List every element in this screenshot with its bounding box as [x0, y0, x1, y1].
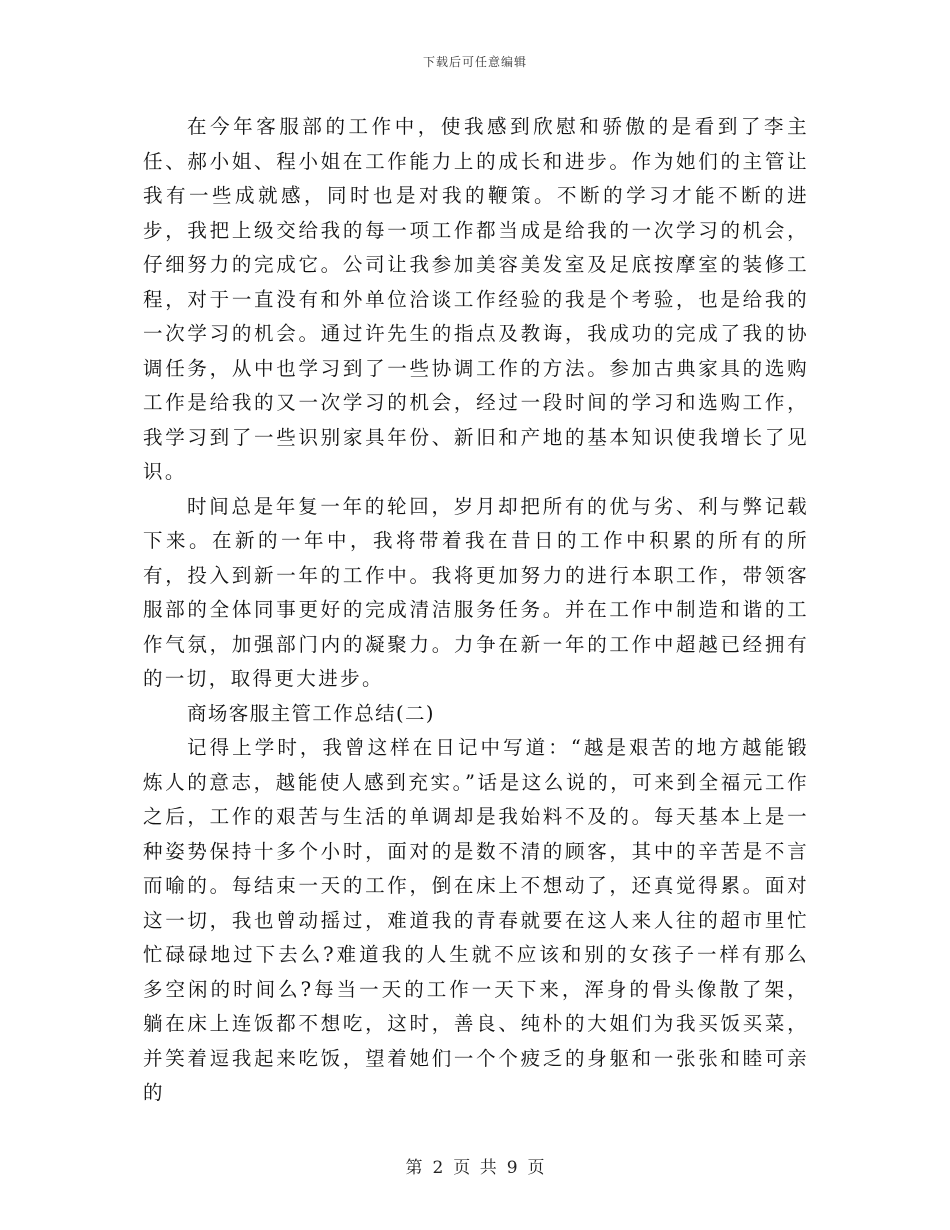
- footer-prefix: 第: [405, 1158, 423, 1178]
- section-title: 商场客服主管工作总结(二): [187, 701, 435, 725]
- paragraph: 时间总是年复一年的轮回，岁月却把所有的优与劣、利与弊记载下来。在新的一年中，我将带着我在昔日的工作中积累的所有的所有，投入到新一年的工作中。我将更加努力的进行本职工作，带领客服部的全体同事更好的完成清洁服务任务。并在工作中制造和谐的工作气氛，加强部门内的凝聚力。力争在新一年的工作中超越已经拥有的一切，取得更大进步。: [143, 494, 809, 690]
- paragraph: 记得上学时，我曾这样在日记中写道：“越是艰苦的地方越能锻炼人的意志，越能使人感到充实。”话是这么说的，可来到全福元工作之后，工作的艰苦与生活的单调却是我始料不及的。每天基本上是一种姿势保持十多个小时，面对的是数不清的顾客，其中的辛苦是不言而喻的。每结束一天的工作，倒在床上不想动了，还真觉得累。面对这一切，我也曾动摇过，难道我的青春就要在这人来人往的超市里忙忙碌碌地过下去么?难道我的人生就不应该和别的女孩子一样有那么多空闲的时间么?每当一天的工作一天下来，浑身的骨头像散了架，躺在床上连饭都不想吃，这时，善良、纯朴的大姐们为我买饭买菜，并笑着逗我起来吃饭，望着她们一个个疲乏的身躯和一张张和睦可亲的: [143, 736, 809, 1104]
- footer-suffix: 页: [527, 1158, 545, 1178]
- document-body: [143, 110, 809, 1111]
- page-number: 2: [432, 1158, 444, 1178]
- footer-middle: 页 共: [453, 1158, 497, 1178]
- paragraph: 在今年客服部的工作中，使我感到欣慰和骄傲的是看到了李主任、郝小姐、程小姐在工作能力上的成长和进步。作为她们的主管让我有一些成就感，同时也是对我的鞭策。不断的学习才能不断的进步，我把上级交给我的每一项工作都当成是给我的一次学习的机会，仔细努力的完成它。公司让我参加美容美发室及足底按摩室的装修工程，对于一直没有和外单位洽谈工作经验的我是个考验，也是给我的一次学习的机会。通过许先生的指点及教诲，我成功的完成了我的协调任务，从中也学习到了一些协调工作的方法。参加古典家具的选购工作是给我的又一次学习的机会，经过一段时间的学习和选购工作，我学习到了一些识别家具年份、新旧和产地的基本知识使我增长了见识。: [143, 115, 809, 483]
- total-pages: 9: [506, 1158, 518, 1178]
- page-header: 下载后可任意编辑: [422, 55, 527, 69]
- page-footer: [0, 1153, 950, 1178]
